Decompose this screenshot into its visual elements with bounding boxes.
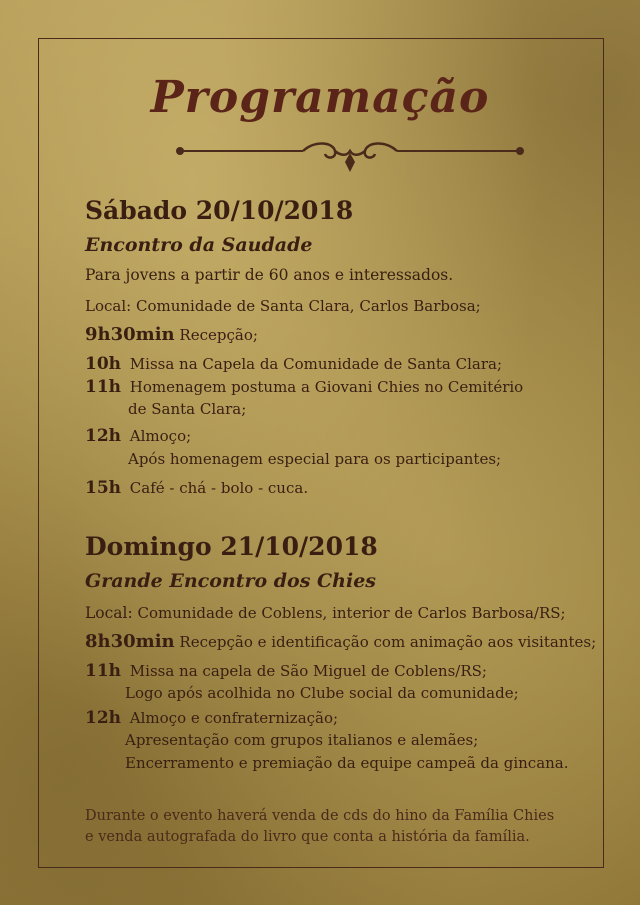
schedule-desc-cont: Após homenagem especial para os participantes; xyxy=(128,450,502,468)
ornament-divider-icon xyxy=(175,138,525,178)
schedule-item xyxy=(85,426,191,446)
schedule-desc-cont: Logo após acolhida no Clube social da comunidade; xyxy=(125,684,519,702)
schedule-time: 9h30min xyxy=(85,324,175,345)
schedule-time: 11h xyxy=(85,377,122,397)
schedule-desc: Recepção e identificação com animação aos visitantes; xyxy=(179,633,597,651)
schedule-time: 12h xyxy=(85,426,122,446)
schedule-time: 8h30min xyxy=(85,631,175,652)
footer-line-2: e venda autografada do livro que conta a história da família. xyxy=(85,829,530,845)
local-label: Local: xyxy=(85,604,133,622)
schedule-item xyxy=(85,354,502,374)
local-label: Local: xyxy=(85,297,132,315)
saturday-local xyxy=(85,297,481,315)
sunday-date: Domingo 21/10/2018 xyxy=(85,532,378,561)
local-value: Comunidade de Coblens, interior de Carlos Barbosa/RS; xyxy=(137,604,566,622)
sunday-event-title: Grande Encontro dos Chies xyxy=(85,570,376,592)
schedule-time: 10h xyxy=(85,354,122,374)
schedule-item xyxy=(85,324,258,345)
schedule-desc-cont: de Santa Clara; xyxy=(128,400,247,418)
schedule-item xyxy=(85,478,308,498)
sunday-local xyxy=(85,604,566,622)
local-value: Comunidade de Santa Clara, Carlos Barbosa; xyxy=(135,297,481,315)
schedule-item xyxy=(85,661,487,681)
schedule-desc: Homenagem postuma a Giovani Chies no Cemitério xyxy=(129,378,524,396)
schedule-desc: Almoço e confraternização; xyxy=(129,709,339,727)
schedule-desc: Recepção; xyxy=(179,326,258,344)
footer-line-1: Durante o evento haverá venda de cds do hino da Família Chies xyxy=(85,808,555,824)
schedule-desc: Missa na Capela da Comunidade de Santa Clara; xyxy=(129,355,503,373)
saturday-event-title: Encontro da Saudade xyxy=(85,234,313,256)
schedule-time: 12h xyxy=(85,708,122,728)
schedule-desc-cont: Apresentação com grupos italianos e alemães; xyxy=(125,731,479,749)
schedule-desc: Missa na capela de São Miguel de Coblens/RS; xyxy=(129,662,487,680)
schedule-item xyxy=(85,377,523,397)
saturday-audience: Para jovens a partir de 60 anos e interessados. xyxy=(85,266,454,284)
schedule-desc: Almoço; xyxy=(129,427,192,445)
schedule-item xyxy=(85,708,338,728)
page-title: Programação xyxy=(150,72,490,123)
schedule-item xyxy=(85,631,596,652)
schedule-time: 11h xyxy=(85,661,122,681)
schedule-desc: Café - chá - bolo - cuca. xyxy=(129,479,309,497)
schedule-desc-cont: Encerramento e premiação da equipe campeã da gincana. xyxy=(125,754,569,772)
schedule-time: 15h xyxy=(85,478,122,498)
saturday-date: Sábado 20/10/2018 xyxy=(85,196,354,225)
